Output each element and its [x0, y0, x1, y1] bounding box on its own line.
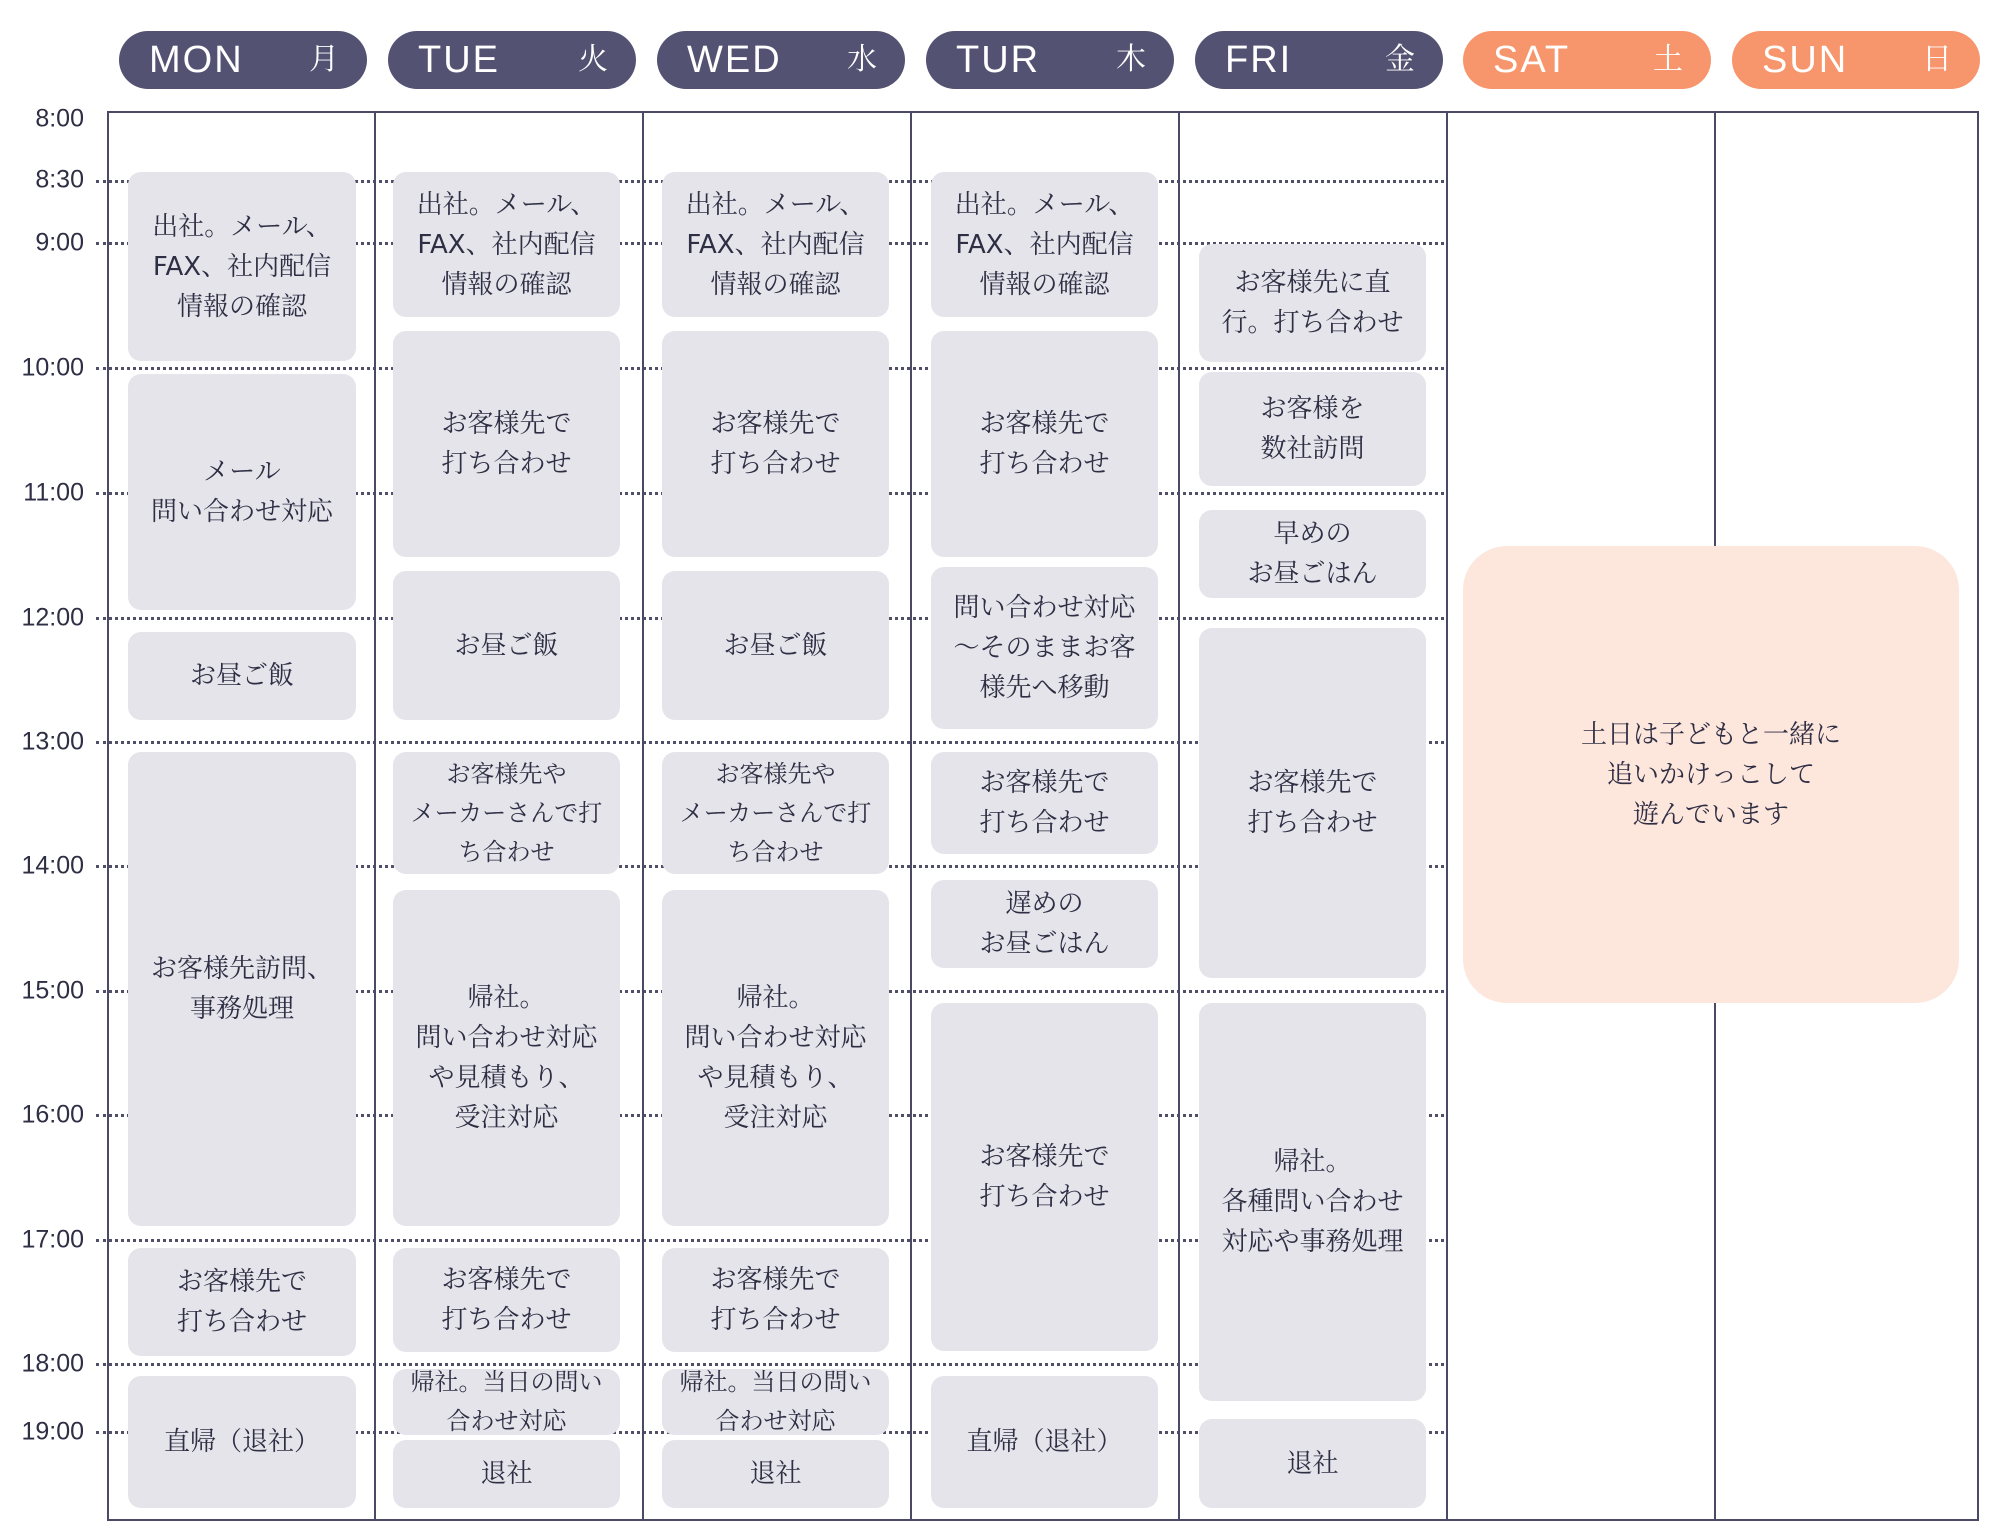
day-en-label: SAT: [1493, 39, 1571, 81]
event-tue-lunch: お昼ご飯: [393, 571, 620, 720]
event-mon-mail-inquiries: メール 問い合わせ対応: [128, 374, 356, 610]
event-mon-meeting: お客様先で 打ち合わせ: [128, 1248, 356, 1356]
event-thu-meeting-pm: お客様先で 打ち合わせ: [931, 1003, 1158, 1351]
time-label-1700: 17:00: [21, 1225, 84, 1254]
time-label-1400: 14:00: [21, 851, 84, 880]
column-divider: [910, 111, 912, 1521]
event-fri-meeting: お客様先で 打ち合わせ: [1199, 628, 1426, 978]
day-header-mon: [119, 31, 367, 89]
column-divider: [642, 111, 644, 1521]
time-label-0830: 8:30: [35, 165, 84, 194]
event-mon-leave: 直帰（退社）: [128, 1376, 356, 1508]
time-label-1600: 16:00: [21, 1100, 84, 1129]
day-jp-label: 日: [1922, 42, 1952, 77]
day-header-sat: [1463, 31, 1711, 89]
event-tue-meeting-am: お客様先で 打ち合わせ: [393, 331, 620, 557]
event-wed-arrival: 出社。メール、 FAX、社内配信 情報の確認: [662, 172, 889, 317]
column-divider: [1446, 111, 1448, 1521]
time-label-1900: 19:00: [21, 1417, 84, 1446]
day-jp-label: 金: [1385, 42, 1415, 77]
time-label-1100: 11:00: [23, 478, 84, 507]
day-header-fri: [1195, 31, 1443, 89]
day-en-label: TUR: [956, 39, 1041, 81]
column-divider: [1178, 111, 1180, 1521]
event-mon-arrival: 出社。メール、 FAX、社内配信 情報の確認: [128, 172, 356, 361]
event-wed-return: 帰社。当日の問い 合わせ対応: [662, 1369, 889, 1435]
event-wed-meeting-am: お客様先で 打ち合わせ: [662, 331, 889, 557]
column-divider: [374, 111, 376, 1521]
event-thu-meeting-midday: お客様先で 打ち合わせ: [931, 752, 1158, 854]
event-tue-maker-meeting: お客様先や メーカーさんで打 ち合わせ: [393, 752, 620, 874]
day-jp-label: 月: [309, 42, 339, 77]
day-jp-label: 土: [1653, 42, 1683, 77]
event-tue-return: 帰社。当日の問い 合わせ対応: [393, 1369, 620, 1435]
event-wed-meeting-pm: お客様先で 打ち合わせ: [662, 1248, 889, 1352]
time-label-1200: 12:00: [21, 603, 84, 632]
day-en-label: WED: [687, 39, 782, 81]
event-wed-maker-meeting: お客様先や メーカーさんで打 ち合わせ: [662, 752, 889, 874]
event-fri-office-work: 帰社。 各種問い合わせ 対応や事務処理: [1199, 1003, 1426, 1401]
event-thu-inquiries-move: 問い合わせ対応 〜そのままお客 様先へ移動: [931, 567, 1158, 729]
time-label-0800: 8:00: [35, 104, 84, 133]
event-thu-meeting-am: お客様先で 打ち合わせ: [931, 331, 1158, 557]
day-header-wed: [657, 31, 905, 89]
time-label-1000: 10:00: [21, 353, 84, 382]
event-tue-arrival: 出社。メール、 FAX、社内配信 情報の確認: [393, 172, 620, 317]
day-en-label: MON: [149, 39, 244, 81]
event-weekend-family: 土日は子どもと一緒に 追いかけっこして 遊んでいます: [1463, 546, 1959, 1003]
day-jp-label: 火: [578, 42, 608, 77]
event-wed-leave: 退社: [662, 1440, 889, 1508]
day-en-label: FRI: [1225, 39, 1293, 81]
day-header-tue: [388, 31, 636, 89]
event-tue-meeting-pm: お客様先で 打ち合わせ: [393, 1248, 620, 1352]
day-header-thu: [926, 31, 1174, 89]
event-mon-client-visit: お客様先訪問、 事務処理: [128, 752, 356, 1226]
day-jp-label: 水: [847, 42, 877, 77]
event-fri-leave: 退社: [1199, 1419, 1426, 1508]
event-fri-client-visits: お客様を 数社訪問: [1199, 372, 1426, 486]
day-en-label: SUN: [1762, 39, 1849, 81]
event-wed-office-work: 帰社。 問い合わせ対応 や見積もり、 受注対応: [662, 890, 889, 1226]
event-thu-late-lunch: 遅めの お昼ごはん: [931, 880, 1158, 968]
event-tue-leave: 退社: [393, 1440, 620, 1508]
event-wed-lunch: お昼ご飯: [662, 571, 889, 720]
day-en-label: TUE: [418, 39, 500, 81]
event-thu-arrival: 出社。メール、 FAX、社内配信 情報の確認: [931, 172, 1158, 317]
event-fri-direct-visit: お客様先に直 行。打ち合わせ: [1199, 244, 1426, 362]
time-label-1800: 18:00: [21, 1349, 84, 1378]
time-label-0900: 9:00: [35, 228, 84, 257]
event-thu-leave: 直帰（退社）: [931, 1376, 1158, 1508]
event-mon-lunch: お昼ご飯: [128, 632, 356, 720]
event-tue-office-work: 帰社。 問い合わせ対応 や見積もり、 受注対応: [393, 890, 620, 1226]
time-label-1500: 15:00: [21, 976, 84, 1005]
time-label-1300: 13:00: [21, 727, 84, 756]
event-fri-early-lunch: 早めの お昼ごはん: [1199, 510, 1426, 598]
day-jp-label: 木: [1116, 42, 1146, 77]
day-header-sun: [1732, 31, 1980, 89]
